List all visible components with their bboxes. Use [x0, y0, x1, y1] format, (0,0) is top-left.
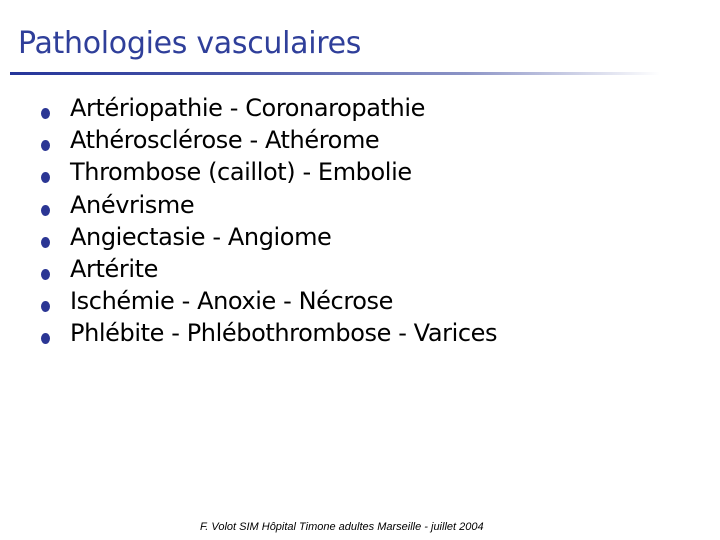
bullet-dot-icon — [41, 108, 50, 119]
list-item-text: Artérite — [70, 254, 158, 283]
bullet-dot-icon — [41, 333, 50, 344]
bullet-dot-icon — [41, 205, 50, 216]
list-item-text: Anévrisme — [70, 190, 195, 219]
list-item-text: Thrombose (caillot) - Embolie — [70, 158, 412, 187]
bullet-dot-icon — [41, 172, 50, 183]
title-divider — [10, 72, 660, 75]
slide-title: Pathologies vasculaires — [18, 26, 362, 61]
bullet-dot-icon — [41, 301, 50, 312]
list-item-text: Phlébite - Phlébothrombose - Varices — [70, 319, 498, 348]
list-item-text: Ischémie - Anoxie - Nécrose — [70, 287, 394, 316]
bullet-dot-icon — [41, 140, 50, 151]
list-item-text: Artériopathie - Coronaropathie — [70, 94, 425, 122]
slide-footer: F. Volot SIM Hôpital Timone adultes Marseille - juillet 2004 — [200, 521, 484, 533]
list-item-text: Athérosclérose - Athérome — [70, 126, 380, 155]
list-item-text: Angiectasie - Angiome — [70, 222, 332, 251]
bullet-dot-icon — [41, 237, 50, 248]
bullet-dot-icon — [41, 269, 50, 280]
